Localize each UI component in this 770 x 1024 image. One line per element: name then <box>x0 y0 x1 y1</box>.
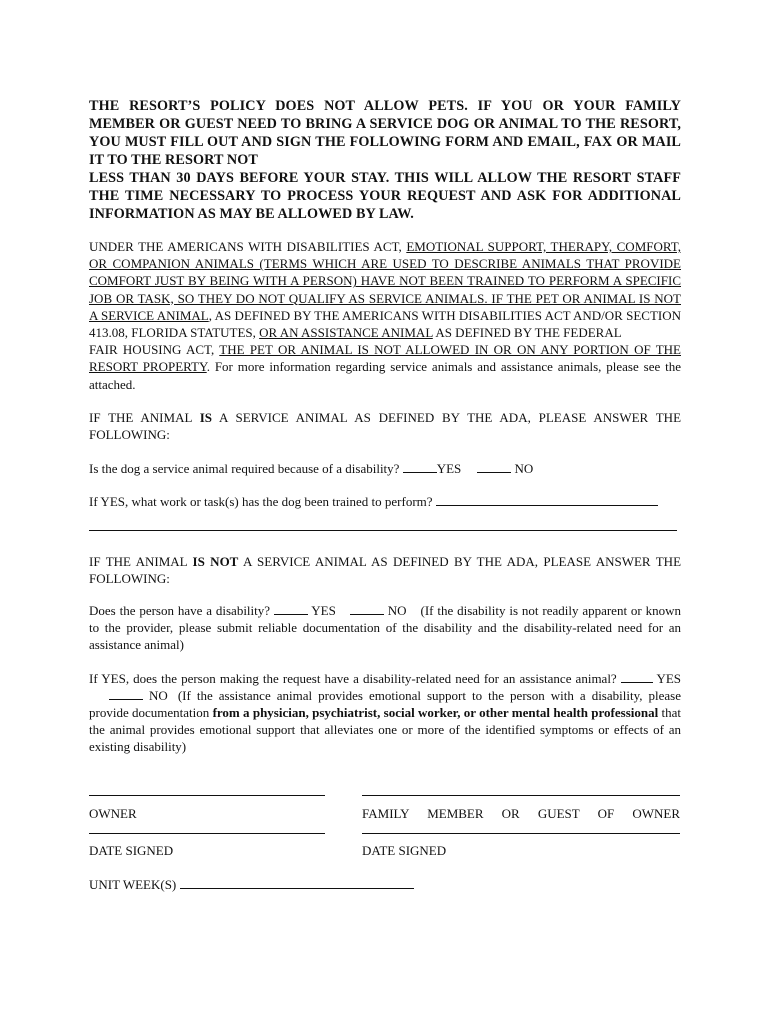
ada-text-2: EMOTIONAL SUPPORT, THERAPY, COMFORT, OR COMPANION ANIMALS (TERMS WHICH ARE USED TO DESCRIBE ANIMALS THAT PROVIDE COMFORT JUST BY BEING WITH A PERSON) HAVE NOT BEEN TRAINED TO PERFORM A SPECIFIC JOB OR TASK, SO THEY DO NOT QUALIFY AS SERVICE ANIMALS. IF THE PET OR ANIMAL IS NOT A SERVICE ANIMAL <box>89 239 681 323</box>
q1-no-label: NO <box>514 461 534 477</box>
section-not-post: A SERVICE ANIMAL AS DEFINED BY THE ADA, PLEASE ANSWER THE FOLLOWING: <box>89 553 682 586</box>
q4-no-blank[interactable] <box>109 687 143 700</box>
date-lines-row <box>89 825 681 841</box>
signature-lines-row <box>89 783 681 805</box>
q1-no-blank[interactable] <box>477 460 511 473</box>
unit-week-label: UNIT WEEK(S) <box>89 876 180 892</box>
q3-note: (If the disability is not readily apparent or known to the provider, please submit reliable documentation of the disability and the disability-related need for an assistance animal) <box>89 603 682 653</box>
form-page <box>89 97 681 893</box>
ada-text-7: THE PET OR ANIMAL IS NOT ALLOWED IN OR ON ANY PORTION OF THE RESORT PROPERTY <box>89 342 681 375</box>
q4-note-bold: from a physician, psychiatrist, social worker, or other mental health professional <box>212 705 659 721</box>
question-service-animal <box>89 460 681 477</box>
unit-weeks-row <box>89 876 681 893</box>
ada-text-4: OR AN ASSISTANCE ANIMAL <box>259 325 433 341</box>
section-is-post: A SERVICE ANIMAL AS DEFINED BY THE ADA, PLEASE ANSWER THE FOLLOWING: <box>89 409 682 443</box>
q4-text: If YES, does the person making the request have a disability-related need for an assistance animal? <box>89 670 621 686</box>
q3-yes-label: YES <box>311 603 336 619</box>
date-signed-left-label: DATE SIGNED <box>89 842 174 858</box>
q3-no-label: NO <box>387 603 407 619</box>
owner-label: OWNER <box>89 805 137 821</box>
date-signed-right-label: DATE SIGNED <box>362 842 447 858</box>
owner-signature-line[interactable] <box>89 795 325 796</box>
q2-text: If YES, what work or task(s) has the dog been trained to perform? <box>89 494 436 510</box>
section-is-not-service-animal <box>89 553 681 587</box>
q2-answer-line-2[interactable] <box>89 530 677 531</box>
q4-note-1: (If the assistance animal provides emotional support to the person with a disability, please provide documentation <box>89 687 681 721</box>
q1-text: Is the dog a service animal required because of a disability? <box>89 461 403 477</box>
section-is-pre: IF THE ANIMAL <box>89 409 200 425</box>
q3-text: Does the person have a disability? <box>89 603 274 619</box>
section-is-emph: IS <box>199 409 212 425</box>
q3-yes-blank[interactable] <box>274 602 308 615</box>
q4-yes-label: YES <box>656 670 681 686</box>
family-signature-line[interactable] <box>362 795 680 796</box>
q2-answer-blank[interactable] <box>436 493 658 506</box>
q3-no-blank[interactable] <box>350 602 384 615</box>
date-labels-row <box>89 842 681 862</box>
ada-text-5: AS DEFINED BY THE FEDERAL <box>432 325 622 341</box>
section-is-service-animal <box>89 409 681 443</box>
ada-text-3: , AS DEFINED BY THE AMERICANS WITH DISABILITIES ACT AND/OR SECTION 413.08, FLORIDA STATUTES, <box>89 307 681 341</box>
owner-date-line[interactable] <box>89 833 325 834</box>
question-disability <box>89 602 681 654</box>
family-date-line[interactable] <box>362 833 680 834</box>
family-member-label: FAMILY MEMBER OR GUEST OF OWNER <box>362 805 680 821</box>
policy-heading-line-2: LESS THAN 30 DAYS BEFORE YOUR STAY. THIS WILL ALLOW THE RESORT STAFF THE TIME NECESSARY TO PROCESS YOUR REQUEST AND ASK FOR ADDITIONAL INFORMATION AS MAY BE ALLOWED BY LAW. <box>89 170 681 222</box>
q1-yes-label: YES <box>436 461 462 477</box>
q4-yes-blank[interactable] <box>621 670 653 683</box>
question-disability-need <box>89 670 681 756</box>
ada-text-6: FAIR HOUSING ACT, <box>89 342 220 358</box>
section-not-emph: IS NOT <box>192 553 239 569</box>
section-not-pre: IF THE ANIMAL <box>89 553 193 569</box>
question-trained-tasks <box>89 493 681 510</box>
ada-paragraph <box>89 238 681 393</box>
policy-heading <box>89 97 681 223</box>
ada-text-8: . For more information regarding service animals and assistance animals, please see the attached. <box>89 359 681 392</box>
ada-text-1: UNDER THE AMERICANS WITH DISABILITIES ACT, <box>89 239 407 254</box>
unit-week-blank[interactable] <box>180 876 414 889</box>
q1-yes-blank[interactable] <box>403 460 437 473</box>
q4-no-label: NO <box>149 687 168 703</box>
signature-labels-row <box>89 805 681 825</box>
q4-note-2: that the animal provides emotional support that alleviates one or more of the identified symptoms or effects of an existing disability) <box>89 705 682 755</box>
policy-heading-line-1: THE RESORT’S POLICY DOES NOT ALLOW PETS. IF YOU OR YOUR FAMILY MEMBER OR GUEST NEED TO BRING A SERVICE DOG OR ANIMAL TO THE RESORT, YOU MUST FILL OUT AND SIGN THE FOLLOWING FORM AND EMAIL, FAX OR MAIL IT TO THE RESORT NOT <box>89 98 681 168</box>
